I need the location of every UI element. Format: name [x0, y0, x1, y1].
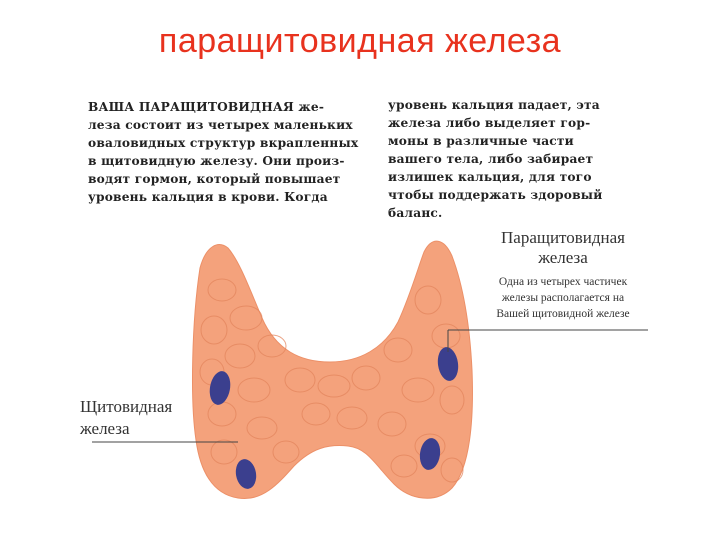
page-title: паращитовидная железа [158, 22, 562, 60]
parathyroid-description: Одна из четырех частичек железы располагается на Вашей щитовидной железе [496, 276, 630, 320]
description-text-right: уровень кальция падает, эта железа либо выделяет гор- моны в различные части вашего тела, либо забирает излишек кальция, для того чтобы поддержать здоровый баланс. [388, 98, 603, 220]
description-text-left: ВАША ПАРАЩИТОВИДНАЯ же- леза состоит из четырех маленьких оваловидных структур вкрапленных в щитовидную железу. Они произ- водят гормон, который повышает уровень кальция в крови. Когда [88, 100, 359, 204]
thyroid-label: Щитовидная железа [80, 397, 173, 438]
parathyroid-label: Паращитовидная железа [501, 228, 625, 267]
